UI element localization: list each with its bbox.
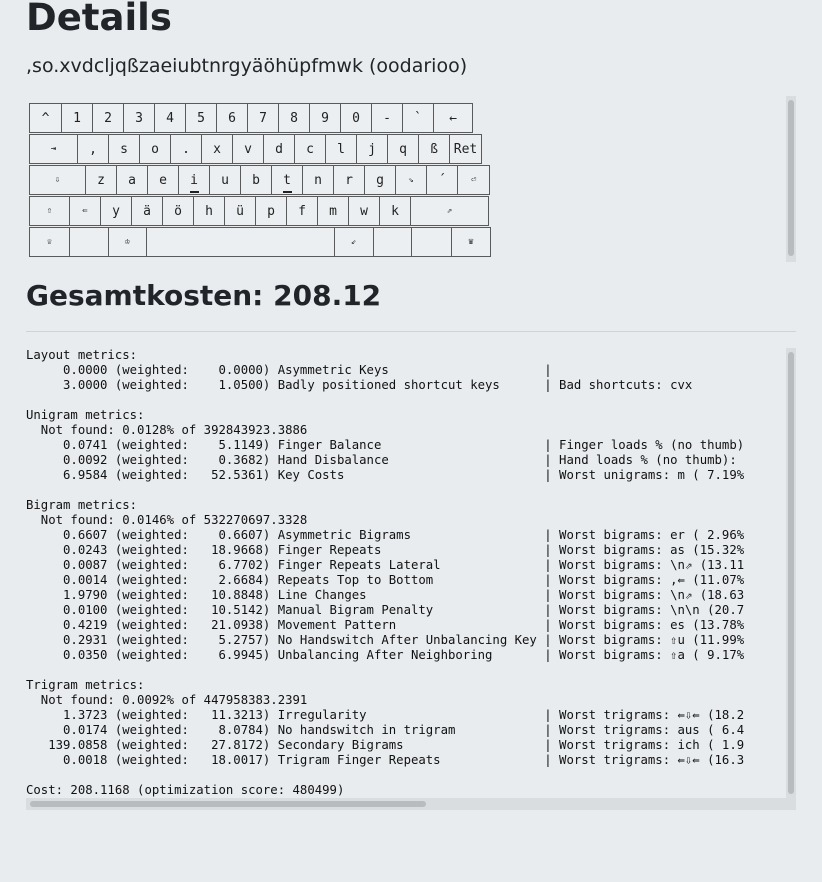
layout-string: ,so.xvdcljqßzaeiubtnrgyäöhüpfmwk (oodarioo): [26, 55, 468, 77]
key: 0: [340, 103, 372, 133]
key: ü: [224, 196, 256, 226]
key: e: [147, 165, 179, 195]
key: ⇗: [410, 196, 489, 226]
metrics-line: 0.0087 (weighted: 6.7702) Finger Repeats Lateral | Worst bigrams: \n⇗ (13.11: [26, 558, 745, 572]
metrics-horizontal-scrollbar[interactable]: [26, 798, 796, 810]
metrics-line: Unigram metrics:: [26, 408, 145, 422]
key: ⇥: [29, 134, 78, 164]
key: ⇚: [69, 196, 101, 226]
key: 6: [216, 103, 248, 133]
metrics-line: 0.0018 (weighted: 18.0017) Trigram Finger Repeats | Worst trigrams: ⇚⇩⇚ (16.3: [26, 753, 745, 767]
key: i: [178, 165, 210, 195]
key: -: [371, 103, 403, 133]
key: n: [302, 165, 334, 195]
key: ⇘: [395, 165, 427, 195]
key: ^: [29, 103, 62, 133]
metrics-line: 0.0741 (weighted: 5.1149) Finger Balance | Finger loads % (no thumb): [26, 438, 745, 452]
key: [69, 227, 109, 257]
keyboard-scrollbar[interactable]: [786, 96, 796, 262]
metrics-line: Layout metrics:: [26, 348, 138, 362]
metrics-line: 0.0092 (weighted: 0.3682) Hand Disbalance | Hand loads % (no thumb):: [26, 453, 737, 467]
key: a: [116, 165, 148, 195]
metrics-line: Cost: 208.1168 (optimization score: 480499): [26, 783, 345, 797]
key: [146, 227, 335, 257]
key: 5: [185, 103, 217, 133]
metrics-line: 1.3723 (weighted: 11.3213) Irregularity | Worst trigrams: ⇚⇩⇚ (18.2: [26, 708, 745, 722]
key: Ret: [449, 134, 482, 164]
key: o: [139, 134, 171, 164]
key: 2: [92, 103, 124, 133]
key: .: [170, 134, 202, 164]
metrics-line: 0.0014 (weighted: 2.6684) Repeats Top to Bottom | Worst bigrams: ,⇚ (11.07%: [26, 573, 745, 587]
key: ←: [433, 103, 473, 133]
keyboard-panel: [26, 96, 796, 262]
metrics-line: 3.0000 (weighted: 1.0500) Badly positioned shortcut keys | Bad shortcuts: cvx: [26, 378, 693, 392]
metrics-line: 1.9790 (weighted: 10.8848) Line Changes | Worst bigrams: \n⇗ (18.63: [26, 588, 745, 602]
divider: [26, 331, 796, 332]
key: ♕: [29, 227, 70, 257]
key: 7: [247, 103, 279, 133]
key: [373, 227, 412, 257]
key: u: [209, 165, 241, 195]
key: ,: [77, 134, 109, 164]
metrics-panel: [26, 348, 796, 810]
key: ´: [426, 165, 458, 195]
key: ß: [418, 134, 450, 164]
metrics-line: 6.9584 (weighted: 52.5361) Key Costs | Worst unigrams: m ( 7.19%: [26, 468, 745, 482]
metrics-line: 0.0000 (weighted: 0.0000) Asymmetric Keys |: [26, 363, 552, 377]
key: ⇙: [334, 227, 374, 257]
metrics-line: Bigram metrics:: [26, 498, 138, 512]
key: t: [271, 165, 303, 195]
keyboard-scrollbar-thumb[interactable]: [788, 100, 794, 256]
metrics-line: 0.4219 (weighted: 21.0938) Movement Pattern | Worst bigrams: es (13.78%: [26, 618, 745, 632]
key: `: [402, 103, 434, 133]
metrics-line: 0.0243 (weighted: 18.9668) Finger Repeats | Worst bigrams: as (15.32%: [26, 543, 745, 557]
key: 8: [278, 103, 310, 133]
key: ö: [162, 196, 194, 226]
key: ä: [131, 196, 163, 226]
metrics-horizontal-scrollbar-thumb[interactable]: [30, 801, 426, 807]
page-title: Details: [26, 0, 172, 39]
key: ⏎: [457, 165, 490, 195]
metrics-line: 0.0350 (weighted: 6.9945) Unbalancing After Neighboring | Worst bigrams: ⇧a ( 9.17%: [26, 648, 745, 662]
metrics-line: 0.0174 (weighted: 8.0784) No handswitch in trigram | Worst trigrams: aus ( 6.4: [26, 723, 745, 737]
key: r: [333, 165, 365, 195]
metrics-line: 139.0858 (weighted: 27.8172) Secondary Bigrams | Worst trigrams: ich ( 1.9: [26, 738, 745, 752]
key: 1: [61, 103, 93, 133]
metrics-line: Not found: 0.0128% of 392843923.3886: [26, 423, 308, 437]
key: ⇧: [29, 196, 70, 226]
key: w: [348, 196, 380, 226]
metrics-line: Not found: 0.0146% of 532270697.3328: [26, 513, 308, 527]
key: ♔: [108, 227, 147, 257]
key: x: [201, 134, 233, 164]
key: ♛: [451, 227, 491, 257]
key: z: [85, 165, 117, 195]
key: k: [379, 196, 411, 226]
key: 3: [123, 103, 155, 133]
metrics-vertical-scrollbar-thumb[interactable]: [788, 352, 794, 794]
key: h: [193, 196, 225, 226]
key: [411, 227, 452, 257]
key: y: [100, 196, 132, 226]
key: d: [263, 134, 295, 164]
key: v: [232, 134, 264, 164]
key: m: [317, 196, 349, 226]
key: s: [108, 134, 140, 164]
total-cost-heading: Gesamtkosten: 208.12: [26, 279, 382, 312]
key: b: [240, 165, 272, 195]
metrics-line: 0.6607 (weighted: 0.6607) Asymmetric Bigrams | Worst bigrams: er ( 2.96%: [26, 528, 745, 542]
key: f: [286, 196, 318, 226]
key: c: [294, 134, 326, 164]
metrics-output: [26, 348, 744, 798]
key: p: [255, 196, 287, 226]
metrics-line: 0.2931 (weighted: 5.2757) No Handswitch After Unbalancing Key | Worst bigrams: ⇧u (11.99%: [26, 633, 745, 647]
metrics-line: 0.0100 (weighted: 10.5142) Manual Bigram Penalty | Worst bigrams: \n\n (20.7: [26, 603, 745, 617]
key: ⇩: [29, 165, 86, 195]
key: l: [325, 134, 357, 164]
metrics-line: Not found: 0.0092% of 447958383.2391: [26, 693, 308, 707]
metrics-line: Trigram metrics:: [26, 678, 145, 692]
key: g: [364, 165, 396, 195]
key: 9: [309, 103, 341, 133]
key: j: [356, 134, 388, 164]
key: 4: [154, 103, 186, 133]
key: q: [387, 134, 419, 164]
metrics-vertical-scrollbar[interactable]: [786, 348, 796, 798]
